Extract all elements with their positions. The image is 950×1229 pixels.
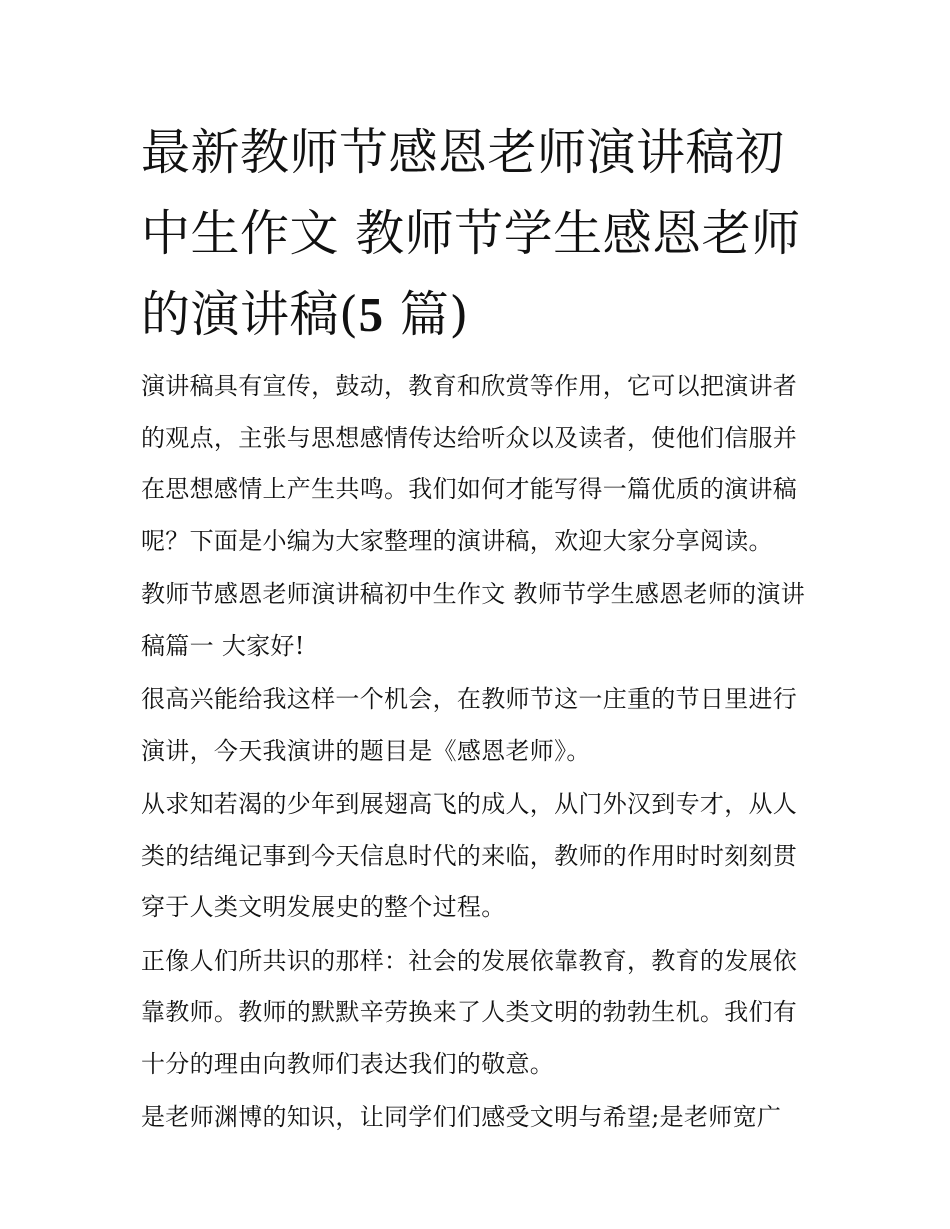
- body-paragraph: 是老师渊博的知识，让同学们们感受文明与希望;是老师宽广: [141, 1103, 782, 1131]
- body-paragraph: 很高兴能给我这样一个机会，在教师节这一庄重的节日里进行演讲，今天我演讲的题目是《感恩老师》。: [141, 685, 798, 765]
- document-title: [141, 112, 811, 355]
- document-body: [141, 112, 815, 1146]
- title-suffix: 篇): [383, 286, 469, 343]
- section-heading-paragraph: 教师节感恩老师演讲稿初中生作文 教师节学生感恩老师的演讲稿篇一 大家好!: [141, 580, 806, 660]
- body-paragraph: 正像人们所共识的那样：社会的发展依靠教育，教育的发展依靠教师。教师的默默辛劳换来了人类文明的勃勃生机。我们有十分的理由向教师们表达我们的敬意。: [141, 946, 798, 1078]
- intro-paragraph: 演讲稿具有宣传，鼓动，教育和欣赏等作用，它可以把演讲者的观点，主张与思想感情传达给听众以及读者，使他们信服并在思想感情上产生共鸣。我们如何才能写得一篇优质的演讲稿呢？下面是小编为大家整理的演讲稿，欢迎大家分享阅读。: [141, 372, 798, 555]
- title-count: 5: [358, 287, 384, 342]
- title-text: 最新教师节感恩老师演讲稿初中生作文 教师节学生感恩老师的演讲稿(: [141, 124, 801, 343]
- body-paragraph: 从求知若渴的少年到展翅高飞的成人，从门外汉到专才，从人类的结绳记事到今天信息时代的来临，教师的作用时时刻刻贯穿于人类文明发展史的整个过程。: [141, 790, 798, 921]
